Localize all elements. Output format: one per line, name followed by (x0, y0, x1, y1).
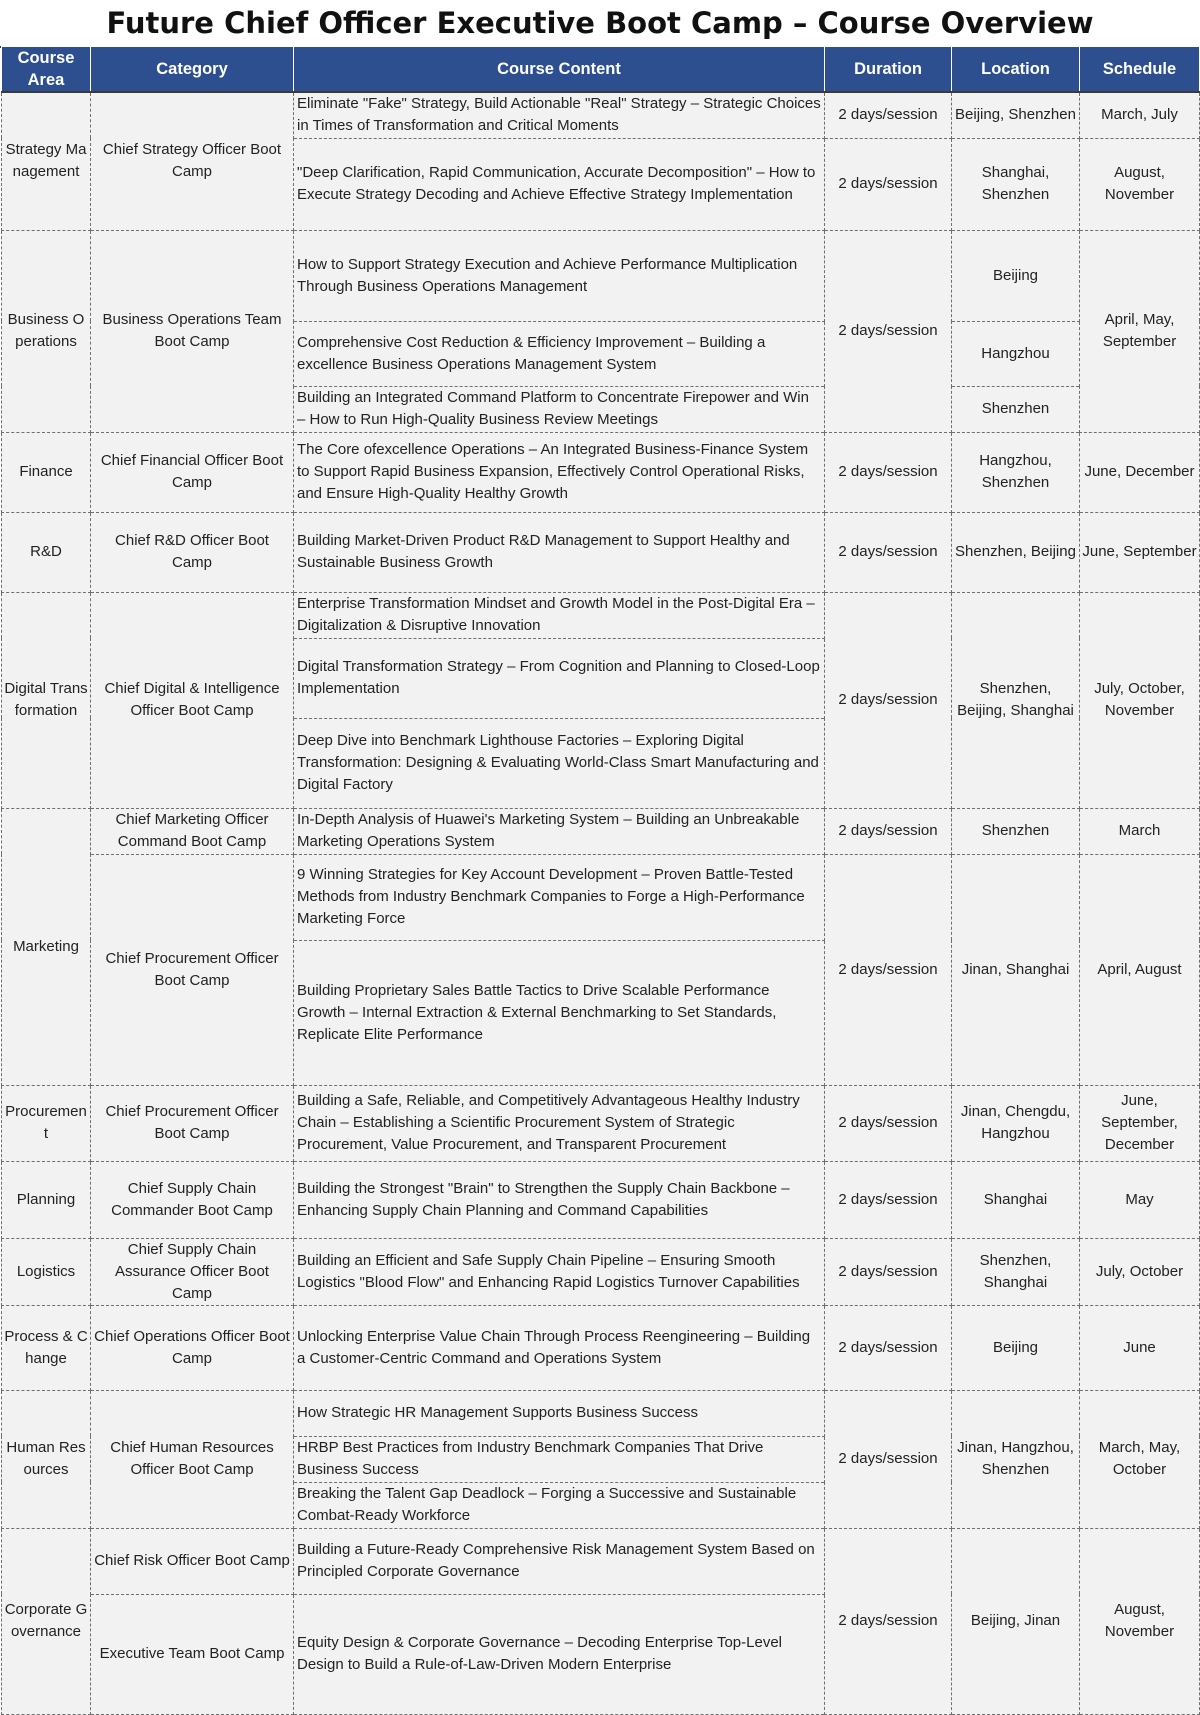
course-content-cell: Breaking the Talent Gap Deadlock – Forging a Successive and Sustainable Combat-Ready Workforce (294, 1482, 825, 1528)
course-area-cell: Human Resources (2, 1390, 91, 1528)
course-content-cell: "Deep Clarification, Rapid Communication, Accurate Decomposition" – How to Execute Strategy Decoding and Achieve Effective Strategy Implementation (294, 138, 825, 230)
category-cell: Chief Strategy Officer Boot Camp (91, 92, 294, 230)
course-area-cell: Business Operations (2, 230, 91, 432)
table-row (2, 92, 1200, 138)
course-content-cell: 9 Winning Strategies for Key Account Development – Proven Battle-Tested Methods from Industry Benchmark Companies to Forge a High-Performance Marketing Force (294, 854, 825, 940)
category-cell: Business Operations Team Boot Camp (91, 230, 294, 432)
table-header-row (2, 47, 1200, 93)
table-row (2, 230, 1200, 321)
course-overview-table (1, 46, 1200, 1715)
location-cell: Jinan, Shanghai (952, 854, 1080, 1085)
header-course-content: Course Content (294, 47, 825, 93)
duration-cell: 2 days/session (825, 230, 952, 432)
location-cell: Beijing, Shenzhen (952, 92, 1080, 138)
schedule-cell: March, July (1080, 92, 1200, 138)
location-cell: Jinan, Chengdu, Hangzhou (952, 1085, 1080, 1161)
duration-cell: 2 days/session (825, 1238, 952, 1305)
category-cell: Chief Procurement Officer Boot Camp (91, 1085, 294, 1161)
duration-cell: 2 days/session (825, 1528, 952, 1714)
table-row (2, 1085, 1200, 1161)
course-content-cell: Building Proprietary Sales Battle Tactics to Drive Scalable Performance Growth – Internal Extraction & External Benchmarking to Set Standards, Replicate Elite Performance (294, 940, 825, 1085)
table-row (2, 1305, 1200, 1390)
location-cell: Shenzhen, Shanghai (952, 1238, 1080, 1305)
course-content-cell: Digital Transformation Strategy – From Cognition and Planning to Closed-Loop Implementation (294, 638, 825, 718)
course-content-cell: Building the Strongest "Brain" to Strengthen the Supply Chain Backbone – Enhancing Supply Chain Planning and Command Capabilities (294, 1161, 825, 1238)
table-row (2, 1390, 1200, 1436)
header-location: Location (952, 47, 1080, 93)
category-cell: Chief Supply Chain Assurance Officer Boot Camp (91, 1238, 294, 1305)
page-title: Future Chief Officer Executive Boot Camp – Course Overview (0, 0, 1200, 48)
table-row (2, 592, 1200, 638)
course-content-cell: Deep Dive into Benchmark Lighthouse Factories – Exploring Digital Transformation: Designing & Evaluating World-Class Smart Manufacturing and Digital Factory (294, 718, 825, 808)
header-schedule: Schedule (1080, 47, 1200, 93)
schedule-cell: June (1080, 1305, 1200, 1390)
course-content-cell: How Strategic HR Management Supports Business Success (294, 1390, 825, 1436)
category-cell: Chief Digital & Intelligence Officer Boot Camp (91, 592, 294, 808)
location-cell: Shanghai (952, 1161, 1080, 1238)
course-area-cell: Marketing (2, 808, 91, 1085)
course-content-cell: Eliminate "Fake" Strategy, Build Actionable "Real" Strategy – Strategic Choices in Times of Transformation and Critical Moments (294, 92, 825, 138)
course-content-cell: Building a Future-Ready Comprehensive Risk Management System Based on Principled Corporate Governance (294, 1528, 825, 1594)
course-content-cell: Unlocking Enterprise Value Chain Through Process Reengineering – Building a Customer-Centric Command and Operations System (294, 1305, 825, 1390)
location-cell: Shenzhen (952, 386, 1080, 432)
schedule-cell: March, May, October (1080, 1390, 1200, 1528)
course-area-cell: Finance (2, 432, 91, 512)
schedule-cell: June, September (1080, 512, 1200, 592)
course-area-cell: Logistics (2, 1238, 91, 1305)
table-row (2, 808, 1200, 854)
category-cell: Chief Operations Officer Boot Camp (91, 1305, 294, 1390)
course-content-cell: Comprehensive Cost Reduction & Efficiency Improvement – Building a excellence Business Operations Management System (294, 321, 825, 386)
location-cell: Shenzhen, Beijing, Shanghai (952, 592, 1080, 808)
duration-cell: 2 days/session (825, 808, 952, 854)
duration-cell: 2 days/session (825, 854, 952, 1085)
course-area-cell: R&D (2, 512, 91, 592)
table-row (2, 854, 1200, 940)
schedule-cell: August, November (1080, 138, 1200, 230)
header-duration: Duration (825, 47, 952, 93)
course-content-cell: In-Depth Analysis of Huawei's Marketing System – Building an Unbreakable Marketing Operations System (294, 808, 825, 854)
duration-cell: 2 days/session (825, 138, 952, 230)
location-cell: Jinan, Hangzhou, Shenzhen (952, 1390, 1080, 1528)
duration-cell: 2 days/session (825, 1305, 952, 1390)
course-area-cell: Process & Change (2, 1305, 91, 1390)
table-row (2, 1161, 1200, 1238)
schedule-cell: June, September, December (1080, 1085, 1200, 1161)
location-cell: Shenzhen (952, 808, 1080, 854)
category-cell: Chief R&D Officer Boot Camp (91, 512, 294, 592)
schedule-cell: August, November (1080, 1528, 1200, 1714)
category-cell: Chief Supply Chain Commander Boot Camp (91, 1161, 294, 1238)
duration-cell: 2 days/session (825, 92, 952, 138)
table-row (2, 1238, 1200, 1305)
location-cell: Shanghai, Shenzhen (952, 138, 1080, 230)
course-area-cell: Corporate Governance (2, 1528, 91, 1714)
course-content-cell: The Core ofexcellence Operations – An Integrated Business-Finance System to Support Rapid Business Expansion, Effectively Control Operational Risks, and Ensure High-Quality Healthy Growth (294, 432, 825, 512)
table-row (2, 512, 1200, 592)
table-row (2, 432, 1200, 512)
course-content-cell: How to Support Strategy Execution and Achieve Performance Multiplication Through Business Operations Management (294, 230, 825, 321)
location-cell: Beijing (952, 230, 1080, 321)
schedule-cell: April, August (1080, 854, 1200, 1085)
category-cell: Chief Marketing Officer Command Boot Camp (91, 808, 294, 854)
location-cell: Shenzhen, Beijing (952, 512, 1080, 592)
course-area-cell: Digital Transformation (2, 592, 91, 808)
course-content-cell: Building Market-Driven Product R&D Management to Support Healthy and Sustainable Business Growth (294, 512, 825, 592)
category-cell: Chief Financial Officer Boot Camp (91, 432, 294, 512)
course-area-cell: Planning (2, 1161, 91, 1238)
schedule-cell: June, December (1080, 432, 1200, 512)
duration-cell: 2 days/session (825, 1085, 952, 1161)
category-cell: Chief Risk Officer Boot Camp (91, 1528, 294, 1594)
duration-cell: 2 days/session (825, 512, 952, 592)
duration-cell: 2 days/session (825, 592, 952, 808)
course-area-cell: Strategy Management (2, 92, 91, 230)
category-cell: Executive Team Boot Camp (91, 1594, 294, 1714)
header-category: Category (91, 47, 294, 93)
schedule-cell: May (1080, 1161, 1200, 1238)
course-content-cell: Building an Integrated Command Platform to Concentrate Firepower and Win – How to Run High-Quality Business Review Meetings (294, 386, 825, 432)
table-row (2, 1528, 1200, 1594)
location-cell: Beijing, Jinan (952, 1528, 1080, 1714)
course-content-cell: Building an Efficient and Safe Supply Chain Pipeline – Ensuring Smooth Logistics "Blood Flow" and Enhancing Rapid Logistics Turnover Capabilities (294, 1238, 825, 1305)
course-content-cell: Enterprise Transformation Mindset and Growth Model in the Post-Digital Era – Digitalization & Disruptive Innovation (294, 592, 825, 638)
schedule-cell: July, October (1080, 1238, 1200, 1305)
category-cell: Chief Human Resources Officer Boot Camp (91, 1390, 294, 1528)
location-cell: Beijing (952, 1305, 1080, 1390)
course-content-cell: HRBP Best Practices from Industry Benchmark Companies That Drive Business Success (294, 1436, 825, 1482)
duration-cell: 2 days/session (825, 1161, 952, 1238)
location-cell: Hangzhou (952, 321, 1080, 386)
category-cell: Chief Procurement Officer Boot Camp (91, 854, 294, 1085)
duration-cell: 2 days/session (825, 432, 952, 512)
course-content-cell: Building a Safe, Reliable, and Competitively Advantageous Healthy Industry Chain – Establishing a Scientific Procurement System of Strategic Procurement, Value Procurement, and Transparent Procurement (294, 1085, 825, 1161)
location-cell: Hangzhou, Shenzhen (952, 432, 1080, 512)
schedule-cell: April, May, September (1080, 230, 1200, 432)
schedule-cell: July, October, November (1080, 592, 1200, 808)
duration-cell: 2 days/session (825, 1390, 952, 1528)
schedule-cell: March (1080, 808, 1200, 854)
header-course-area: Course Area (2, 47, 91, 93)
course-content-cell: Equity Design & Corporate Governance – Decoding Enterprise Top-Level Design to Build a Rule-of-Law-Driven Modern Enterprise (294, 1594, 825, 1714)
course-area-cell: Procurement (2, 1085, 91, 1161)
